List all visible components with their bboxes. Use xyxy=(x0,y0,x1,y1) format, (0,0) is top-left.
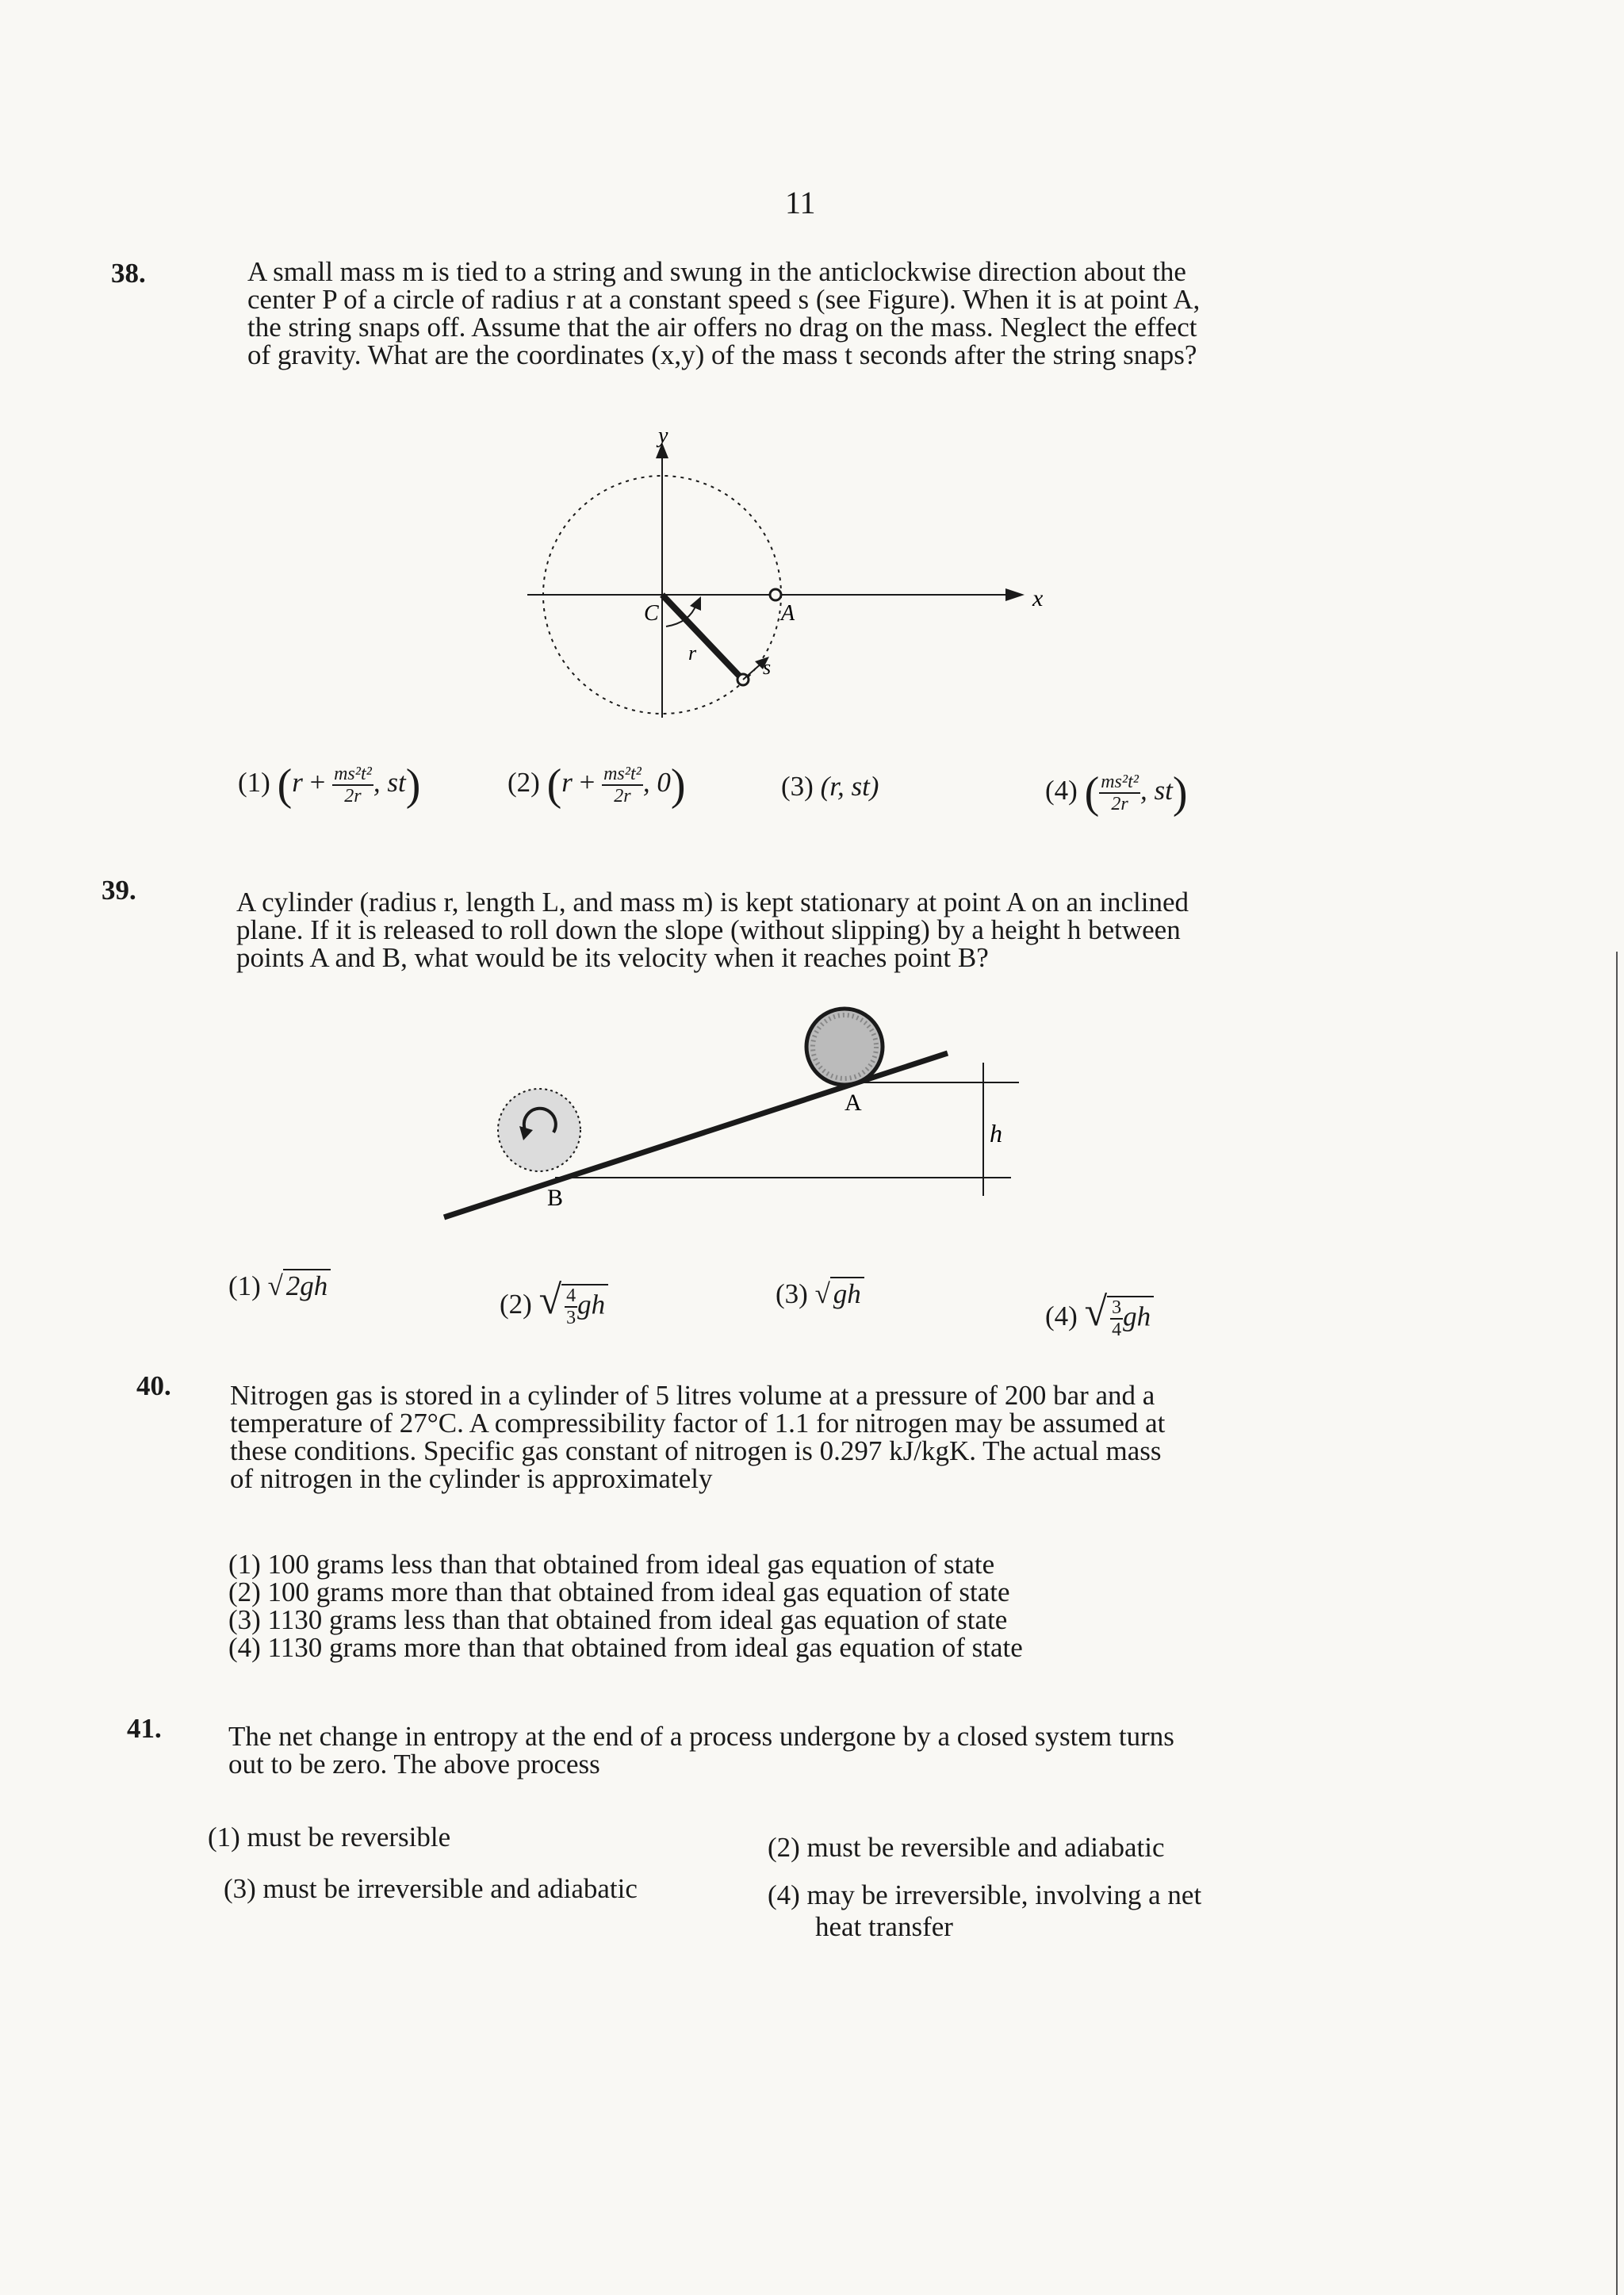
figure-inclined-plane xyxy=(428,999,1039,1225)
question-41-option-1[interactable]: (1) must be reversible xyxy=(208,1822,451,1852)
question-40-line-3: these conditions. Specific gas constant of nitrogen is 0.297 kJ/kgK. The actual mass xyxy=(230,1435,1162,1466)
cylinder-at-b xyxy=(498,1089,580,1171)
question-40-line-1: Nitrogen gas is stored in a cylinder of 5 litres volume at a pressure of 200 bar and a xyxy=(230,1380,1155,1411)
question-41-option-3[interactable]: (3) must be irreversible and adiabatic xyxy=(224,1873,638,1904)
x-axis-label: x xyxy=(1032,585,1044,611)
option-label: (1) xyxy=(228,1270,261,1301)
center-label: C xyxy=(644,601,659,626)
option-label: (3) xyxy=(776,1278,808,1309)
question-40-line-4: of nitrogen in the cylinder is approximately xyxy=(230,1463,713,1494)
question-38-option-4[interactable]: (4) ( $\frac{\text{ms²t²}}{2r}$ , st) xyxy=(1045,768,1188,818)
question-39-option-1[interactable]: (1) √ 2gh xyxy=(228,1269,331,1302)
question-41-option-2[interactable]: (2) must be reversible and adiabatic xyxy=(768,1832,1165,1863)
height-label: h xyxy=(990,1119,1002,1148)
question-38-text xyxy=(247,258,1200,369)
x-axis-arrow xyxy=(1005,588,1025,601)
y-axis-label: y xyxy=(658,428,668,448)
option-label: (1) xyxy=(238,767,270,799)
page-edge-line xyxy=(1616,952,1618,2295)
question-41-option-4-line-2: heat transfer xyxy=(815,1911,953,1942)
question-39-line-3: points A and B, what would be its velocity when it reaches point B? xyxy=(236,942,989,973)
point-a-label: A xyxy=(781,601,795,626)
question-38-option-3[interactable]: (3) (r, st) xyxy=(781,771,879,802)
question-38-option-1[interactable]: (1) (r + $\frac{\text{ms²t²}}{2r}$ , st) xyxy=(238,761,421,810)
question-39-option-4[interactable]: (4) √ $\frac{3}{4}$ gh xyxy=(1045,1289,1154,1340)
question-40-options xyxy=(228,1550,1023,1661)
question-40-line-2: temperature of 27°C. A compressibility factor of 1.1 for nitrogen may be assumed at xyxy=(230,1408,1166,1439)
question-38-number: 38. xyxy=(111,258,146,289)
option-label: (2) xyxy=(508,767,540,799)
option-label: (2) xyxy=(500,1289,532,1320)
figure-circular-motion xyxy=(508,428,1047,730)
page-number: 11 xyxy=(785,185,816,220)
point-a-label: A xyxy=(845,1090,862,1116)
question-41-line-2: out to be zero. The above process xyxy=(228,1749,600,1780)
option-label: (4) xyxy=(1045,775,1078,807)
question-38-line-3: the string snaps off. Assume that the air offers no drag on the mass. Neglect the effect xyxy=(247,312,1197,343)
question-41-option-4-line-1: (4) may be irreversible, involving a net xyxy=(768,1879,1202,1910)
question-39-option-2[interactable]: (2) √ $\frac{4}{3}$ gh xyxy=(500,1277,608,1328)
point-b-label: B xyxy=(547,1185,564,1211)
question-41-text xyxy=(228,1722,1174,1778)
question-40-option-4[interactable]: (4) 1130 grams more than that obtained from ideal gas equation of state xyxy=(228,1632,1023,1663)
question-38-line-1: A small mass m is tied to a string and swung in the anticlockwise direction about the xyxy=(247,256,1186,287)
question-40-text xyxy=(230,1381,1165,1492)
question-40-option-3[interactable]: (3) 1130 grams less than that obtained from ideal gas equation of state xyxy=(228,1604,1008,1635)
question-38-line-2: center P of a circle of radius r at a constant speed s (see Figure). When it is at point A, xyxy=(247,284,1201,315)
question-41-number: 41. xyxy=(127,1713,162,1744)
question-41-line-1: The net change in entropy at the end of a process undergone by a closed system turns xyxy=(228,1721,1174,1752)
question-38-line-4: of gravity. What are the coordinates (x,y) of the mass t seconds after the string snaps? xyxy=(247,339,1197,370)
question-38-option-2[interactable]: (2) (r + $\frac{\text{ms²t²}}{2r}$ , 0) xyxy=(508,761,686,810)
question-39-line-2: plane. If it is released to roll down the slope (without slipping) by a height h between xyxy=(236,914,1181,945)
point-a-marker xyxy=(770,589,781,600)
question-41-option-4[interactable] xyxy=(768,1879,1201,1943)
question-39-line-1: A cylinder (radius r, length L, and mass m) is kept stationary at point A on an inclined xyxy=(236,887,1189,918)
question-40-number: 40. xyxy=(136,1370,171,1401)
option-label: (4) xyxy=(1045,1301,1078,1331)
speed-label: s xyxy=(763,656,772,679)
radius-label: r xyxy=(688,642,697,665)
cylinder-at-a xyxy=(806,1009,883,1085)
question-39-text xyxy=(236,888,1189,971)
rotation-arrow-head xyxy=(690,596,701,611)
question-40-option-2[interactable]: (2) 100 grams more than that obtained from ideal gas equation of state xyxy=(228,1577,1010,1607)
question-40-option-1[interactable]: (1) 100 grams less than that obtained from ideal gas equation of state xyxy=(228,1549,995,1580)
question-39-number: 39. xyxy=(102,875,136,906)
option-label: (3) xyxy=(781,771,814,802)
question-39-option-3[interactable]: (3) √ gh xyxy=(776,1277,864,1310)
